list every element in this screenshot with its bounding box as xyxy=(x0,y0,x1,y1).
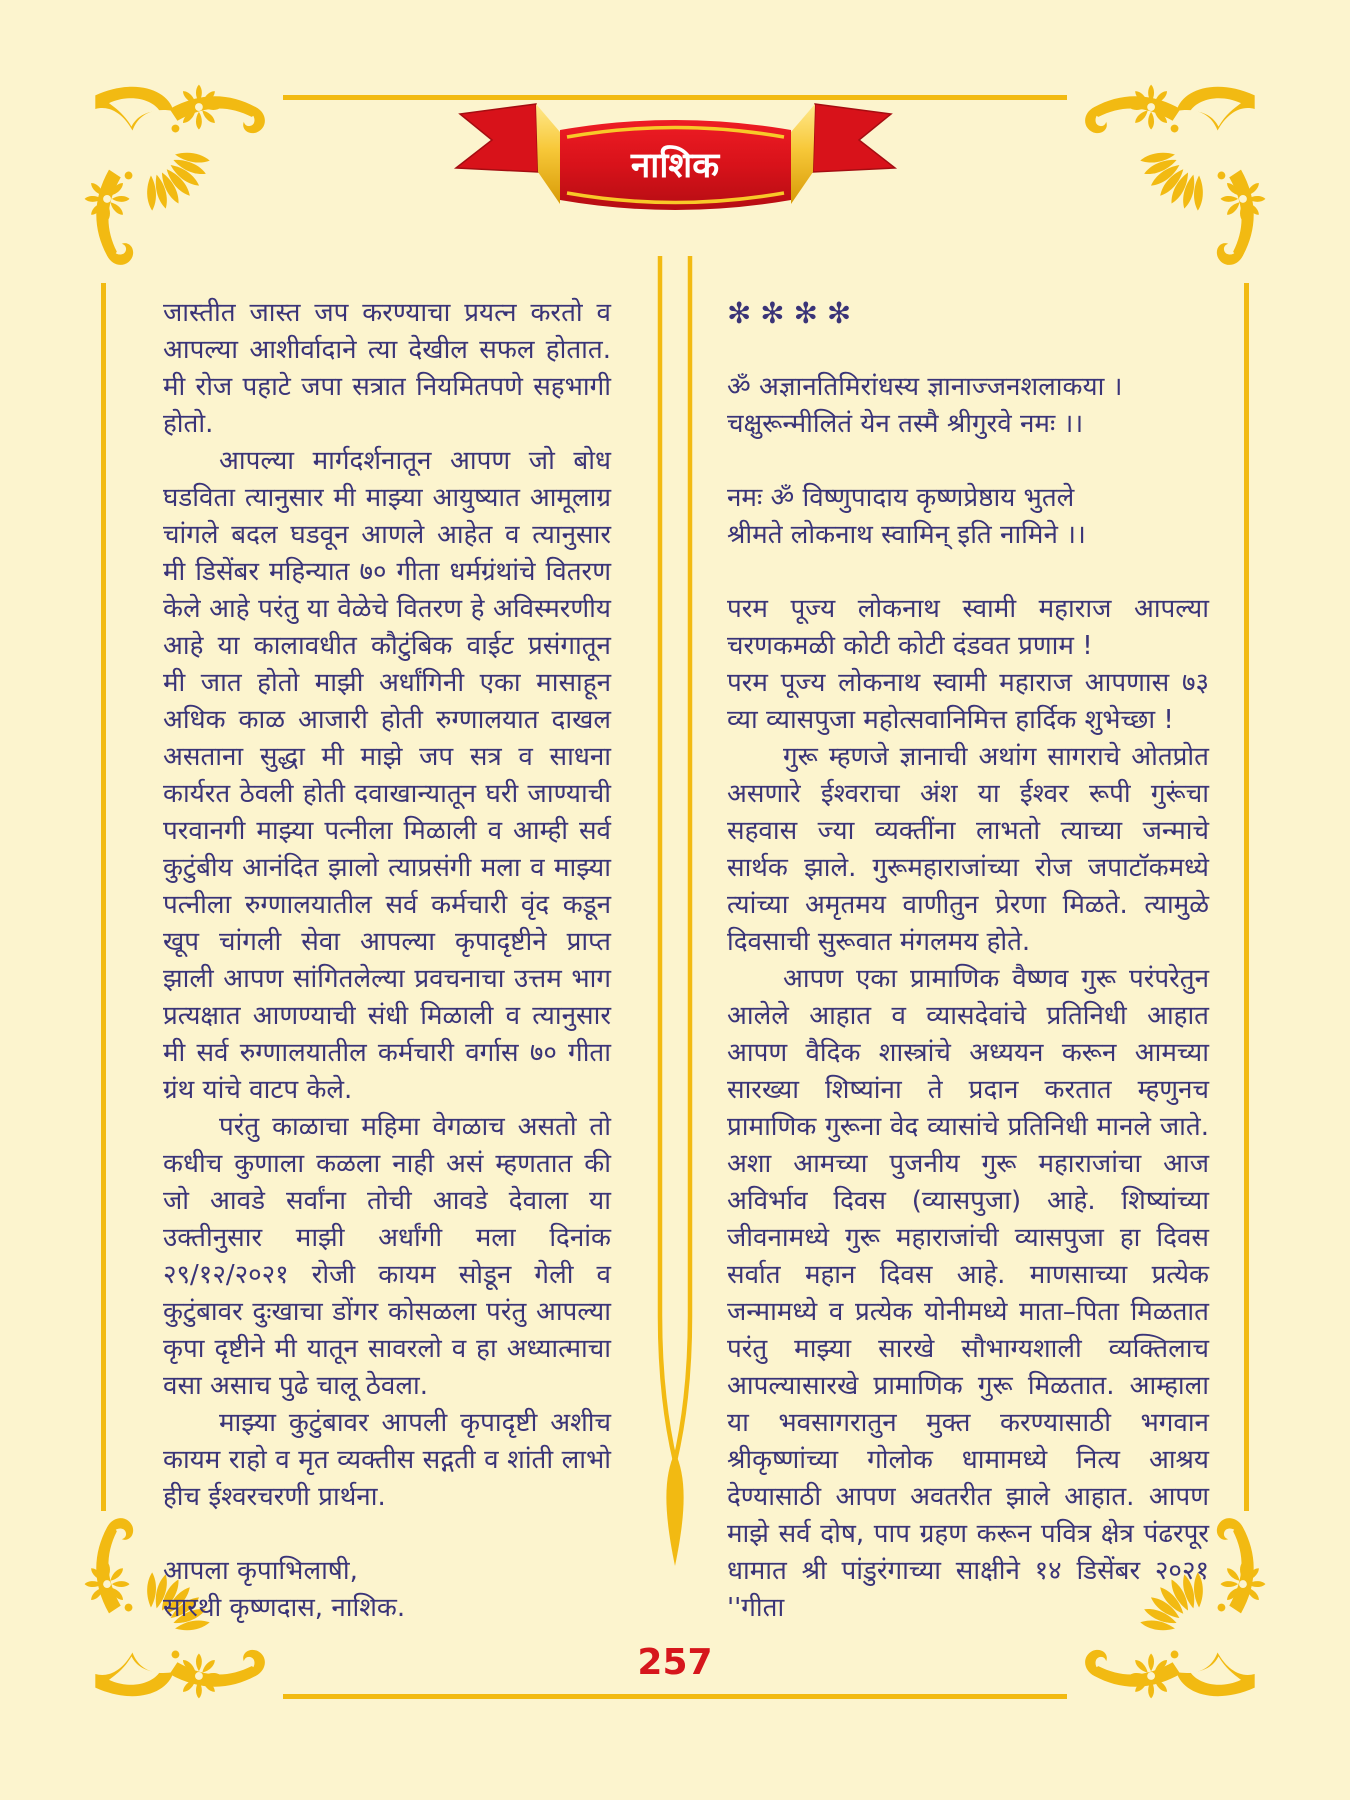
salutation: परम पूज्य लोकनाथ स्वामी महाराज आपणास ७३ व्या व्यासपुजा महोत्सवानिमित्त हार्दिक शुभेच्छा ! xyxy=(727,668,1209,735)
left-column xyxy=(163,295,611,1627)
divider-teardrop xyxy=(666,1452,683,1566)
shloka-verse xyxy=(727,369,1209,443)
shloka-verse xyxy=(727,480,1209,554)
shloka-line: ॐ अज्ञानतिमिरांधस्य ज्ञानाज्जनशलाकया । xyxy=(727,372,1123,402)
salutation: परम पूज्य लोकनाथ स्वामी महाराज आपल्या चरणकमळी कोटी कोटी दंडवत प्रणाम ! xyxy=(727,594,1209,661)
column-divider xyxy=(652,256,698,1586)
paragraph: जास्तीत जास्त जप करण्याचा प्रयत्न करतो व आपल्या आशीर्वादाने त्या देखील सफल होतात. मी रोज पहाटे जपा सत्रात नियमितपणे सहभागी होतो. xyxy=(163,298,611,439)
ribbon-banner-graphic xyxy=(448,96,903,214)
right-column xyxy=(727,295,1209,1627)
shloka-line: चक्षुरून्मीलितं येन तस्मै श्रीगुरवे नमः ।। xyxy=(727,409,1084,439)
frame-border-bottom xyxy=(283,1694,1067,1699)
banner-title: नाशिक xyxy=(630,146,720,186)
paragraph: आपण एका प्रामाणिक वैष्णव गुरू परंपरेतुन आलेले आहात व व्यासदेवांचे प्रतिनिधी आहात आपण वैदिक शास्त्रांचे अध्ययन करून आमच्या सारख्या शिष्यांना ते प्रदान करतात म्हणुनच प्रामाणिक गुरूना वेद व्यासांचे प्रतिनिधी मानले जाते. अशा आमच्या पुजनीय गुरू महाराजांचा आज अविर्भाव दिवस (व्यासपुजा) आहे. शिष्यांच्या जीवनामध्ये गुरू महाराजांची व्यासपुजा हा दिवस सर्वात महान दिवस आहे. माणसाच्या प्रत्येक जन्मामध्ये व प्रत्येक योनीमध्ये माता–पिता मिळतात परंतु माझ्या सारखे सौभाग्यशाली व्यक्तिलाच आपल्यासारखे प्रामाणिक गुरू मिळतात. आम्हाला या भवसागरातुन मुक्त करण्यासाठी भगवान श्रीकृष्णांच्या गोलोक धामामध्ये नित्य आश्रय देण्यासाठी आपण अवतरीत झाले आहात. आपण माझे सर्व दोष, पाप ग्रहण करून पवित्र क्षेत्र पंढरपूर धामात श्री पांडुरंगाच्या साक्षीने १४ डिसेंबर २०२१ ''गीता xyxy=(727,964,1209,1623)
corner-ornament-top-right xyxy=(1069,66,1284,281)
paragraph: गुरू म्हणजे ज्ञानाची अथांग सागराचे ओतप्रोत असणारे ईश्वराचा अंश या ईश्वर रूपी गुरूंचा सहवास ज्या व्यक्तींना लाभतो त्याच्या जन्माचे सार्थक झाले. गुरूमहाराजांच्या रोज जपाटॉकमध्ये त्यांच्या अमृतमय वाणीतुन प्रेरणा मिळते. त्यामुळे दिवसाची सुरूवात मंगलमय होते. xyxy=(727,742,1209,957)
shloka-line: श्रीमते लोकनाथ स्वामिन् इति नामिने ।। xyxy=(727,520,1086,550)
frame-border-right xyxy=(1244,283,1249,1511)
chapter-banner xyxy=(448,96,903,214)
shloka-line: नमः ॐ विष्णुपादाय कृष्णप्रेष्ठाय भुतले xyxy=(727,483,1075,513)
signature-block xyxy=(163,1553,611,1627)
section-separator-stars: ✻✻✻✻ xyxy=(727,296,861,330)
corner-ornament-top-left xyxy=(66,66,281,281)
signature-line: सारथी कृष्णदास, नाशिक. xyxy=(163,1593,406,1623)
paragraph: माझ्या कुटुंबावर आपली कृपादृष्टी अशीच कायम राहो व मृत व्यक्तीस सद्गती व शांती लाभो हीच ईश्वरचरणी प्रार्थना. xyxy=(163,1408,611,1512)
page-number: 257 xyxy=(637,1642,713,1683)
signature-line: आपला कृपाभिलाषी, xyxy=(163,1556,358,1586)
paragraph: आपल्या मार्गदर्शनातून आपण जो बोध घडविता त्यानुसार मी माझ्या आयुष्यात आमूलाग्र चांगले बदल घडवून आणले आहेत व त्यानुसार मी डिसेंबर महिन्यात ७० गीता धर्मग्रंथांचे वितरण केले आहे परंतु या वेळेचे वितरण हे अविस्मरणीय आहे या कालावधीत कौटुंबिक वाईट प्रसंगातून मी जात होतो माझी अर्धांगिनी एका मासाहून अधिक काळ आजारी होती रुग्णालयात दाखल असताना सुद्धा मी माझे जप सत्र व साधना कार्यरत ठेवली होती दवाखान्यातून घरी जाण्याची परवानगी माझ्या पत्नीला मिळाली व आम्ही सर्व कुटुंबीय आनंदित झालो त्याप्रसंगी मला व माझ्या पत्नीला रुग्णालयातील सर्व कर्मचारी वृंद कडून खूप चांगली सेवा आपल्या कृपादृष्टीने प्राप्त झाली आपण सांगितलेल्या प्रवचनाचा उत्तम भाग प्रत्यक्षात आणण्याची संधी मिळाली व त्यानुसार मी सर्व रुग्णालयातील कर्मचारी वर्गास ७० गीता ग्रंथ यांचे वाटप केले. xyxy=(163,446,611,1105)
frame-border-left xyxy=(101,283,106,1511)
paragraph: परंतु काळाचा महिमा वेगळाच असतो तो कधीच कुणाला कळला नाही असं म्हणतात की जो आवडे सर्वांना तोची आवडे देवाला या उक्तीनुसार माझी अर्धांगी मला दिनांक २९/१२/२०२१ रोजी कायम सोडून गेली व कुटुंबावर दुःखाचा डोंगर कोसळला परंतु आपल्या कृपा दृष्टीने मी यातून सावरलो व हा अध्यात्माचा वसा असाच पुढे चालू ठेवला. xyxy=(163,1112,611,1401)
